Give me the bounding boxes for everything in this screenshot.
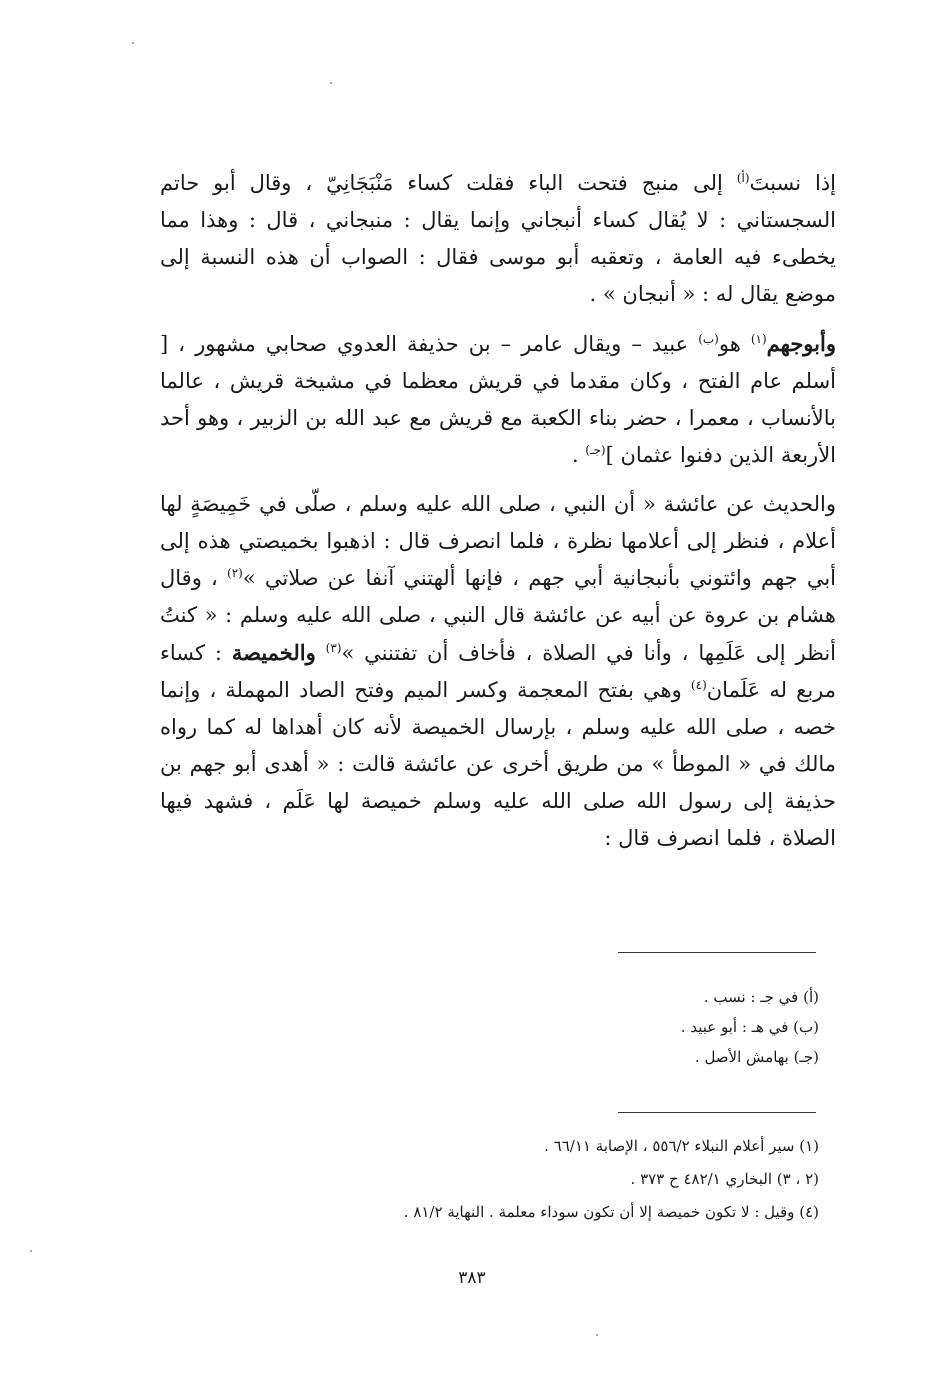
paragraph-nisba: إذا نسبتَ$^{(أ)}$ إلى منبج فتحت الباء فقلت كساء مَنْبَجَانِيّ ، وقال أبو حاتم السجستاني : لا يُقال كساء أنبجاني وإنما يقال : منبجاني ، قال : وهذا مما يخطىء فيه العامة ، وتعقبه أبو موسى فقال : الصواب أن هذه النسبة إلى موضع يقال له : « أنبجان » . [160,171,837,306]
page-number: ٣٨٣ [458,1268,486,1288]
source-note: (١) سير أعلام النبلاء ٥٥٦/٢ ، الإصابة ٦٦/١١ . [544,1137,819,1155]
main-text [160,165,836,857]
paper-speck [132,42,134,44]
source-footnotes [299,1130,819,1229]
paragraph-hadith: والحديث عن عائشة « أن النبي ، صلى الله عليه وسلم ، صلّى في خَمِيصَةٍ لها أعلام ، فنظر إلى أعلامها نظرة ، فلما انصرف قال : اذهبوا بخميصتي هذه إلى أبي جهم وائتوني بأنبجانية أبي جهم ، فإنها ألهتني آنفا عن صلاتي »$^{(٢)}$ ، وقال هشام بن عروة عن أبيه عن عائشة قال النبي ، صلى الله عليه وسلم : « كنتُ أنظر إلى عَلَمِها ، وأنا في الصلاة ، فأخاف أن تفتنني »$^{(٣)}$ والخميصة : كساء مربع له عَلَمان$^{(٤)}$ وهي بفتح المعجمة وكسر الميم وفتح الصاد المهملة ، وإنما خصه ، صلى الله عليه وسلم ، بإرسال الخميصة لأنه كان أهداها له كما رواه مالك في « الموطأ » من طريق أخرى عن عائشة قالت : « أهدى أبو جهم بن حذيفة إلى رسول الله صلى الله عليه وسلم خميصة لها عَلَم ، فشهد فيها الصلاة ، فلما انصرف قال : [160,492,837,850]
variant-note: (أ) في جـ : نسب . [703,988,819,1006]
variant-note: (جـ) بهامش الأصل . [694,1048,819,1066]
variant-note: (ب) في هـ : أبو عبيد . [680,1018,819,1036]
footnote-divider-variants [618,952,816,953]
paper-speck [596,1334,598,1336]
footnote-divider-sources [618,1112,816,1113]
source-note: (٢ ، ٣) البخاري ٤٨٢/١ ح ٣٧٣ . [630,1170,819,1188]
paper-speck [330,82,332,84]
paragraph-abu-jahm: وأبوجهم$^{(١)}$ هو$^{(ب)}$ عبيد – ويقال عامر – بن حذيفة العدوي صحابي مشهور ، [ أسلم عام الفتح ، وكان مقدما في قريش معظما في مشيخة قريش ، عالما بالأنساب ، معمرا ، حضر بناء الكعبة مع قريش مع عبد الله بن الزبير ، وهو أحد الأربعة الذين دفنوا عثمان ]$^{(جـ)}$ . [160,331,836,467]
source-note: (٤) وقيل : لا تكون خميصة إلا أن تكون سوداء معلمة . النهاية ٨١/٢ . [403,1203,819,1221]
variant-footnotes [299,982,819,1072]
paper-speck [30,1250,32,1252]
